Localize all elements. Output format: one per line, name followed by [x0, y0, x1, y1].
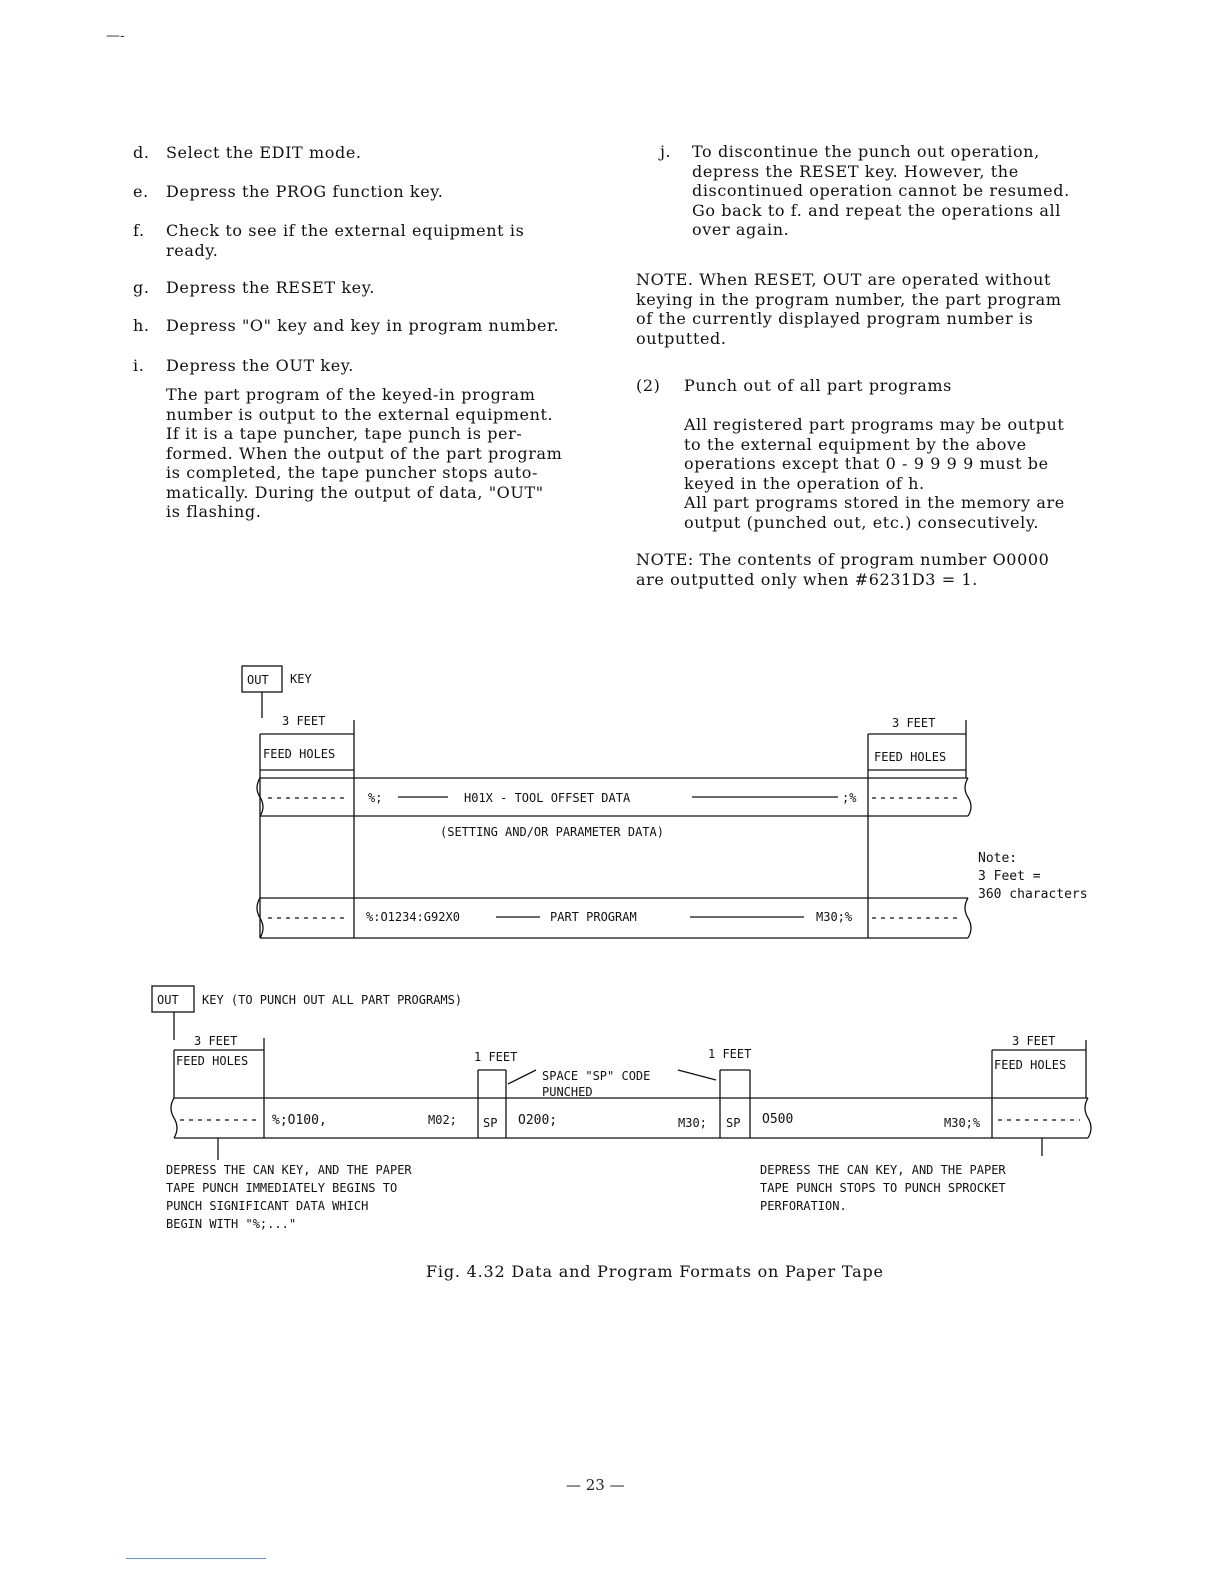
- d2-left-caption-1: DEPRESS THE CAN KEY, AND THE PAPER: [166, 1163, 412, 1177]
- header-mark: —-: [106, 28, 125, 44]
- page-number: — 23 —: [566, 1476, 625, 1494]
- d2-left-caption-2: TAPE PUNCH IMMEDIATELY BEGINS TO: [166, 1181, 398, 1195]
- step-g-label: g.: [133, 278, 150, 297]
- tape-diagram-2: [0, 980, 1224, 1240]
- d2-right-caption-2: TAPE PUNCH STOPS TO PUNCH SPROCKET: [760, 1181, 1006, 1195]
- d1-row3-middle: PART PROGRAM: [550, 910, 637, 924]
- d2-seg2-end: M30;: [678, 1116, 707, 1130]
- d2-seg3-end: M30;%: [944, 1116, 981, 1130]
- d1-row3-end: M30;%: [816, 910, 853, 924]
- step-g: [133, 278, 603, 298]
- d1-left-feet: 3 FEET: [282, 714, 326, 728]
- d2-mid-feet-2: 1 FEET: [708, 1047, 752, 1061]
- tape-diagram-1: [0, 650, 1224, 950]
- d2-out-key: OUT: [157, 993, 179, 1007]
- figure-caption: Fig. 4.32 Data and Program Formats on Paper Tape: [426, 1262, 884, 1281]
- d2-space-note-2: PUNCHED: [542, 1085, 593, 1099]
- d1-note-line-3: 360 characters: [978, 887, 1088, 902]
- step-e: [133, 182, 603, 202]
- d2-left-caption-4: BEGIN WITH "%;...": [166, 1217, 297, 1231]
- step-d-text: Select the EDIT mode.: [166, 143, 362, 162]
- step-j: [660, 142, 1120, 239]
- d1-row1-start: %;: [368, 791, 383, 805]
- d1-right-feet: 3 FEET: [892, 716, 936, 730]
- d1-right-feed-holes: FEED HOLES: [874, 750, 947, 764]
- step-d-label: d.: [133, 143, 150, 162]
- d2-right-feed-holes: FEED HOLES: [994, 1058, 1067, 1072]
- d2-seg3-start: O500: [762, 1112, 794, 1127]
- d2-left-caption-3: PUNCH SIGNIFICANT DATA WHICH: [166, 1199, 369, 1213]
- d2-mid-feet-1: 1 FEET: [474, 1050, 518, 1064]
- note-1: NOTE. When RESET, OUT are operated without keying in the program number, the part program of the currently displayed program number is outputted.: [636, 270, 1062, 348]
- d2-seg2-start: O200;: [518, 1113, 558, 1128]
- d1-note-line-1: Note:: [978, 851, 1018, 866]
- step-e-text: Depress the PROG function key.: [166, 182, 444, 201]
- d2-key-label: KEY (TO PUNCH OUT ALL PART PROGRAMS): [202, 993, 463, 1007]
- step-h-text: Depress "O" key and key in program number.: [166, 316, 560, 335]
- section-2-label: (2): [636, 376, 661, 395]
- step-i-text: Depress the OUT key.: [166, 356, 354, 375]
- d1-left-feed-holes: FEED HOLES: [263, 747, 336, 761]
- d1-out-key: OUT: [247, 673, 269, 687]
- footer-rule: [126, 1558, 266, 1559]
- step-g-text: Depress the RESET key.: [166, 278, 375, 297]
- note-2: NOTE: The contents of program number O0000 are outputted only when #6231D3 = 1.: [636, 550, 1050, 589]
- d2-space-note-1: SPACE "SP" CODE: [542, 1069, 651, 1083]
- step-i-paragraph: The part program of the keyed-in program number is output to the external equipment. If it is a tape puncher, tape punch is per- formed. When the output of the part program is completed, the tape puncher stops auto- matically. During the output of data, "OUT" is flashing.: [166, 385, 563, 521]
- step-f-label: f.: [133, 221, 145, 240]
- d2-seg1-start: %;O100,: [272, 1113, 327, 1128]
- d2-seg1-end: M02;: [428, 1113, 457, 1127]
- step-j-text: To discontinue the punch out operation, depress the RESET key. However, the discontinued operation cannot be resumed. Go back to f. and repeat the operations all over again.: [692, 142, 1070, 239]
- d1-row1-end: ;%: [842, 791, 857, 805]
- d1-row2-middle: (SETTING AND/OR PARAMETER DATA): [440, 825, 664, 839]
- step-j-label: j.: [660, 142, 672, 161]
- section-2-heading: [636, 376, 1106, 396]
- d1-row3-start: %:O1234:G92X0: [366, 910, 460, 924]
- d2-left-feet: 3 FEET: [194, 1034, 238, 1048]
- d1-row1-middle: H01X - TOOL OFFSET DATA: [464, 791, 631, 805]
- section-2-body: All registered part programs may be output to the external equipment by the above operations except that 0 - 9 9 9 9 must be keyed in the operation of h. All part programs stored in the memory are output (punched out, etc.) consecutively.: [684, 415, 1065, 532]
- d2-right-caption-1: DEPRESS THE CAN KEY, AND THE PAPER: [760, 1163, 1006, 1177]
- step-e-label: e.: [133, 182, 149, 201]
- d2-sp2: SP: [726, 1116, 741, 1130]
- step-h: [133, 316, 603, 336]
- d2-left-feed-holes: FEED HOLES: [176, 1054, 249, 1068]
- step-f: [133, 221, 603, 261]
- d2-right-caption-3: PERFORATION.: [760, 1199, 847, 1213]
- step-h-label: h.: [133, 316, 150, 335]
- step-i: [133, 356, 603, 376]
- step-i-label: i.: [133, 356, 145, 375]
- step-f-text: Check to see if the external equipment is ready.: [166, 221, 525, 260]
- d1-note-line-2: 3 Feet =: [978, 869, 1041, 884]
- d2-sp1: SP: [483, 1116, 498, 1130]
- d2-right-feet: 3 FEET: [1012, 1034, 1056, 1048]
- section-2-title: Punch out of all part programs: [684, 376, 952, 395]
- d1-key-label: KEY: [290, 672, 312, 686]
- step-d: [133, 143, 603, 163]
